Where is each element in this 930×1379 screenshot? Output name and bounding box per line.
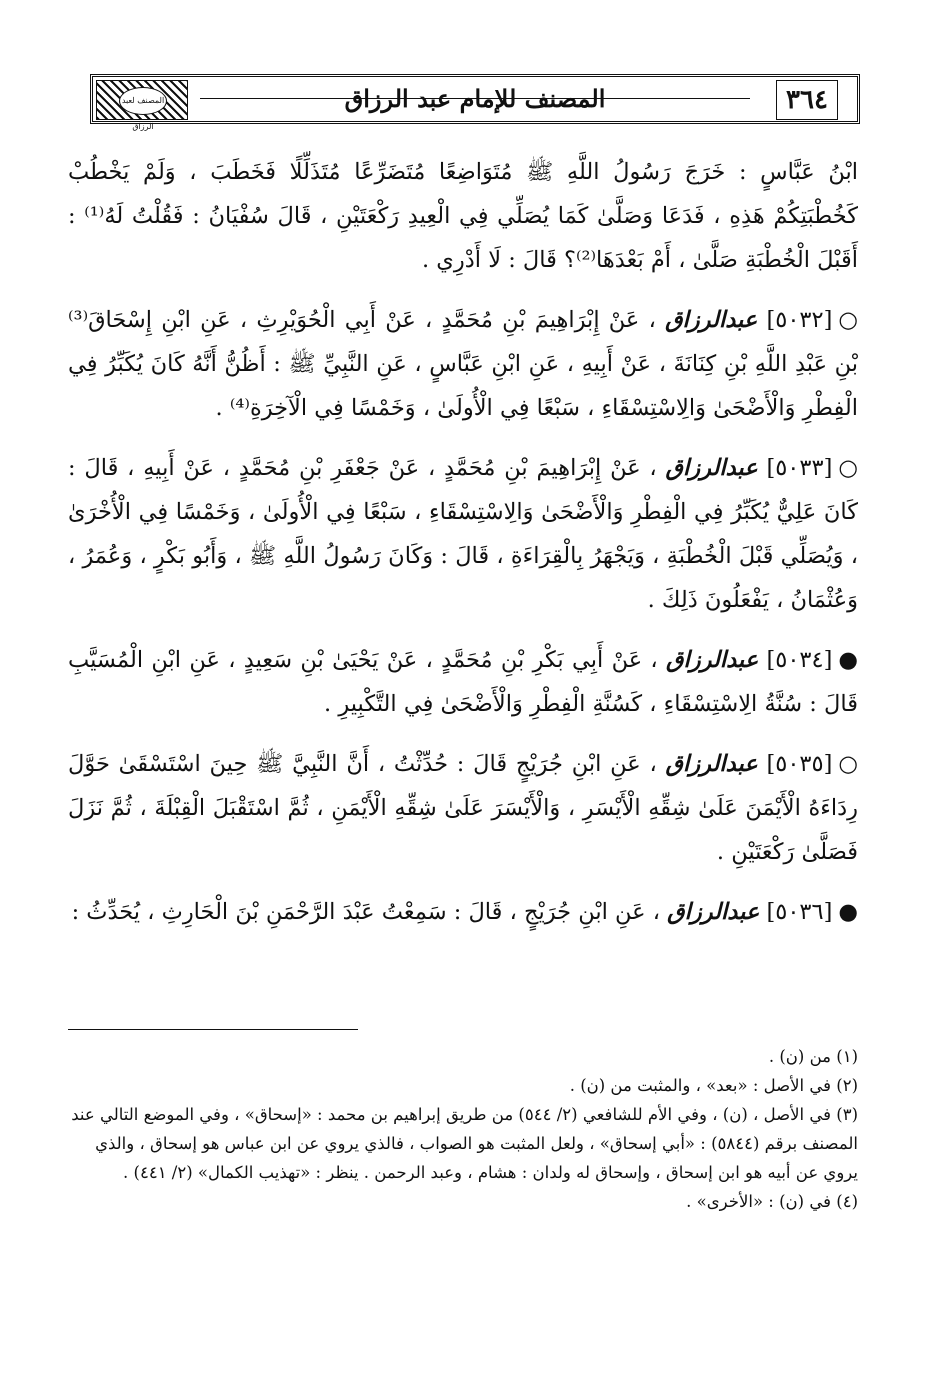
hadith-text: ، عَنِ ابْنِ جُرَيْجٍ قَالَ : حُدِّثْتُ ، أَنَّ النَّبِيَّ ﷺ حِينَ اسْتَسْقَىٰ حَوَّلَ رِدَاءَهُ الْأَيْمَنَ عَلَىٰ شِقِّهِ الْأَيْسَرِ ، وَالْأَيْسَرَ عَلَىٰ شِقِّهِ الْأَيْمَنِ ، ثُمَّ اسْتَقْبَلَ الْقِبْلَةَ ، ثُمَّ نَزَلَ فَصَلَّىٰ رَكْعَتَيْنِ . <box>68 751 858 865</box>
hadith-text: ، عَنْ إِبْرَاهِيمَ بْنِ مُحَمَّدٍ ، عَنْ جَعْفَرِ بْنِ مُحَمَّدٍ ، عَنْ أَبِيهِ ، قَالَ : كَانَ عَلِيٌّ يُكَبِّرُ فِي الْفِطْرِ وَالْأَضْحَىٰ وَالِاسْتِسْقَاءِ ، سَبْعًا فِي الْأُولَىٰ ، وَخَمْسًا فِي الْأُخْرَىٰ ، وَيُصَلِّي قَبْلَ الْخُطْبَةِ ، وَيَجْهَرُ بِالْقِرَاءَةِ ، قَالَ : وَكَانَ رَسُولُ اللَّهِ ﷺ ، وَأَبُو بَكْرٍ ، وَعُمَرُ ، وَعُثْمَانُ ، يَفْعَلُونَ ذَلِكَ . <box>68 455 858 613</box>
footnote: (١) من (ن) . <box>768 1047 858 1066</box>
hadith-number: [٥٠٣٢] <box>766 307 833 333</box>
hadith-number: [٥٠٣٥] <box>766 751 833 777</box>
hadith-5035 <box>68 742 858 874</box>
footnote: (٣) في الأصل ، (ن) ، وفي الأم للشافعي (٢/ ٥٤٤) من طريق إبراهيم بن محمد : «إسحاق» ، وفي الموضع التالي عند المصنف برقم (٥٨٤٤) : «أبي إسحاق» ، ولعل المثبت هو الصواب ، فالذي يروي عن ابن عباس هو إسحاق ، والذي يروي عن أبيه هو ابن إسحاق ، وإسحاق له ولدان : هشام ، وعبد الرحمن . ينظر : «تهذيب الكمال» (٢/ ٤٤١) . <box>71 1105 858 1182</box>
hadith-marker: ○ <box>838 455 858 481</box>
hadith-number: [٥٠٣٦] <box>766 899 833 925</box>
hadith-marker: ○ <box>838 751 858 777</box>
hadith-5034 <box>68 638 858 726</box>
hadith-5033 <box>68 446 858 622</box>
hadith-marker: ● <box>838 899 858 925</box>
hadith-author: عبدالرزاق <box>665 751 758 777</box>
hadith-text: ، عَنْ إِبْرَاهِيمَ بْنِ مُحَمَّدٍ ، عَنْ أَبِي الْحُوَيْرِثِ ، عَنِ ابْنِ إِسْحَاقَ⁽³⁾ بْنِ عَبْدِ اللَّهِ بْنِ كِنَانَةَ ، عَنْ أَبِيهِ ، عَنِ ابْنِ عَبَّاسٍ ، عَنِ النَّبِيِّ ﷺ : أَظُنُّ أَنَّهُ كَانَ يُكَبِّرُ فِي الْفِطْرِ وَالْأَضْحَىٰ وَالِاسْتِسْقَاءِ ، سَبْعًا فِي الْأُولَىٰ ، وَخَمْسًا فِي الْآخِرَةِ⁽⁴⁾ . <box>68 307 858 421</box>
ornament-seal-icon <box>96 80 188 131</box>
hadith-author: عبدالرزاق <box>667 899 760 925</box>
hadith-text: ، عَنْ أَبِي بَكْرِ بْنِ مُحَمَّدٍ ، عَنْ يَحْيَىٰ بْنِ سَعِيدٍ ، عَنِ ابْنِ الْمُسَيَّبِ قَالَ : سُنَّةُ الِاسْتِسْقَاءِ ، كَسُنَّةِ الْفِطْرِ وَالْأَضْحَىٰ فِي التَّكْبِيرِ . <box>68 647 858 717</box>
hadith-marker: ● <box>838 647 858 673</box>
hadith-number: [٥٠٣٣] <box>766 455 833 481</box>
main-text <box>68 150 858 950</box>
paragraph <box>68 150 858 282</box>
footnotes <box>68 1042 858 1216</box>
footnote-divider <box>68 1029 358 1030</box>
hadith-author: عبدالرزاق <box>666 647 759 673</box>
footnote: (٢) في الأصل : «بعد» ، والمثبت من (ن) . <box>569 1076 858 1095</box>
page-number: ٣٦٤ <box>776 80 838 120</box>
ornament-text: المصنف لعبد الرزاق <box>119 87 167 115</box>
hadith-marker: ○ <box>838 307 858 333</box>
running-title: المصنف للإمام عبد الرزاق <box>344 84 606 113</box>
page-header <box>90 74 860 131</box>
hadith-5036 <box>68 890 858 934</box>
paragraph-text: ابْنُ عَبَّاسٍ : خَرَجَ رَسُولُ اللَّهِ ﷺ مُتَوَاضِعًا مُتَضَرِّعًا مُتَذَلِّلًا فَخَطَبَ ، وَلَمْ يَخْطُبْ كَخُطْبَتِكُمْ هَذِهِ ، فَدَعَا وَصَلَّىٰ كَمَا يُصَلِّي فِي الْعِيدِ رَكْعَتَيْنِ ، قَالَ سُفْيَانُ : فَقُلْتُ لَهُ⁽¹⁾ : أَقَبْلَ الْخُطْبَةِ صَلَّىٰ ، أَمْ بَعْدَهَا⁽²⁾؟ قَالَ : لَا أَدْرِي . <box>68 159 858 273</box>
hadith-5032 <box>68 298 858 430</box>
hadith-author: عبدالرزاق <box>665 455 758 481</box>
hadith-text: ، عَنِ ابْنِ جُرَيْجٍ ، قَالَ : سَمِعْتُ عَبْدَ الرَّحْمَنِ بْنَ الْحَارِثِ ، يُحَدِّثُ : <box>71 899 661 925</box>
hadith-author: عبدالرزاق <box>665 307 758 333</box>
footnote: (٤) في (ن) : «الأخرى» . <box>686 1192 858 1211</box>
hadith-number: [٥٠٣٤] <box>766 647 833 673</box>
